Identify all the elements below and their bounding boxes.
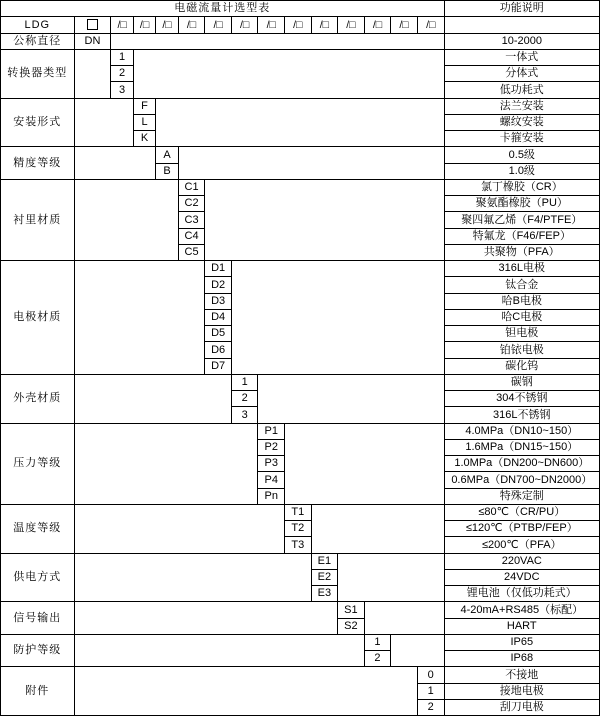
desc-pressure-2: 1.6MPa（DN15~150） [444, 439, 599, 455]
code-install-type-3: K [133, 131, 155, 147]
desc-pressure-3: 1.0MPa（DN200~DN600） [444, 456, 599, 472]
code-signal-1: S1 [338, 602, 365, 618]
spacer [74, 553, 311, 602]
category-converter-type: 转换器类型 [1, 49, 75, 98]
spacer [285, 423, 445, 504]
desc-power-2: 24VDC [444, 569, 599, 585]
table-header-row [1, 1, 600, 17]
desc-lining-5: 共聚物（PFA） [444, 244, 599, 260]
category-lining: 衬里材质 [1, 179, 75, 260]
category-nominal-diameter: 公称直径 [1, 33, 75, 49]
category-protection: 防护等级 [1, 634, 75, 667]
table-row-install-type-1 [1, 98, 600, 114]
desc-temperature-1: ≤80℃（CR/PU） [444, 504, 599, 520]
model-prefix: LDG [1, 17, 75, 33]
desc-lining-4: 特氟龙（F46/FEP） [444, 228, 599, 244]
model-slash-5: /□ [205, 17, 232, 33]
box-icon [87, 19, 98, 30]
model-slash-10: /□ [338, 17, 365, 33]
desc-accessory-3: 刮刀电极 [444, 699, 599, 715]
model-slash-11: /□ [364, 17, 391, 33]
category-install-type: 安装形式 [1, 98, 75, 147]
desc-power-3: 锂电池（仅低功耗式） [444, 586, 599, 602]
spacer [74, 667, 417, 716]
desc-accuracy-1: 0.5级 [444, 147, 599, 163]
model-slash-8: /□ [285, 17, 312, 33]
category-housing: 外壳材质 [1, 374, 75, 423]
spacer [156, 98, 444, 147]
code-accessory-1: 0 [417, 667, 444, 683]
desc-pressure-4: 0.6MPa（DN700~DN2000） [444, 472, 599, 488]
table-row-accessory-1 [1, 667, 600, 683]
model-desc [444, 17, 599, 33]
desc-install-type-3: 卡箍安装 [444, 131, 599, 147]
spacer [258, 374, 444, 423]
desc-converter-type-3: 低功耗式 [444, 82, 599, 98]
category-electrode: 电极材质 [1, 261, 75, 375]
model-box-0 [74, 17, 111, 33]
model-slash-3: /□ [156, 17, 178, 33]
code-electrode-7: D7 [205, 358, 232, 374]
code-install-type-1: F [133, 98, 155, 114]
code-install-type-2: L [133, 114, 155, 130]
table-row-power-1 [1, 553, 600, 569]
code-pressure-2: P2 [258, 439, 285, 455]
model-slash-1: /□ [111, 17, 133, 33]
desc-housing-2: 304不锈钢 [444, 391, 599, 407]
code-pressure-4: P4 [258, 472, 285, 488]
code-temperature-1: T1 [285, 504, 312, 520]
spacer [74, 634, 364, 667]
code-temperature-3: T3 [285, 537, 312, 553]
code-electrode-2: D2 [205, 277, 232, 293]
table-title: 电磁流量计选型表 [1, 1, 445, 17]
desc-lining-2: 聚氨酯橡胶（PU） [444, 196, 599, 212]
category-signal: 信号输出 [1, 602, 75, 635]
spacer [74, 374, 231, 423]
desc-electrode-7: 碳化钨 [444, 358, 599, 374]
code-signal-2: S2 [338, 618, 365, 634]
code-converter-type-1: 1 [111, 49, 133, 65]
code-pressure-3: P3 [258, 456, 285, 472]
code-dn: DN [74, 33, 111, 49]
model-slash-13: /□ [417, 17, 444, 33]
code-lining-3: C3 [178, 212, 205, 228]
desc-housing-1: 碳钢 [444, 374, 599, 390]
table-row-protection-1 [1, 634, 600, 650]
code-temperature-2: T2 [285, 521, 312, 537]
desc-electrode-1: 316L电极 [444, 261, 599, 277]
model-code-row [1, 17, 600, 33]
desc-protection-2: IP68 [444, 651, 599, 667]
desc-electrode-6: 铂铱电极 [444, 342, 599, 358]
code-electrode-6: D6 [205, 342, 232, 358]
code-accessory-3: 2 [417, 699, 444, 715]
spacer [74, 98, 133, 147]
model-slash-6: /□ [231, 17, 258, 33]
desc-accessory-1: 不接地 [444, 667, 599, 683]
category-power: 供电方式 [1, 553, 75, 602]
code-housing-1: 1 [231, 374, 258, 390]
code-electrode-4: D4 [205, 309, 232, 325]
desc-header: 功能说明 [444, 1, 599, 17]
spacer [74, 423, 258, 504]
desc-install-type-2: 螺纹安装 [444, 114, 599, 130]
desc-nominal-diameter: 10-2000 [444, 33, 599, 49]
code-converter-type-2: 2 [111, 66, 133, 82]
code-lining-2: C2 [178, 196, 205, 212]
code-electrode-3: D3 [205, 293, 232, 309]
spacer [111, 33, 444, 49]
code-pressure-5: Pn [258, 488, 285, 504]
table-row-pressure-1 [1, 423, 600, 439]
table-row-converter-type-1 [1, 49, 600, 65]
model-slash-4: /□ [178, 17, 205, 33]
code-protection-1: 1 [364, 634, 391, 650]
code-pressure-1: P1 [258, 423, 285, 439]
spacer [74, 179, 178, 260]
table-row-accuracy-1 [1, 147, 600, 163]
code-power-1: E1 [311, 553, 338, 569]
spacer [391, 634, 444, 667]
spacer [74, 49, 111, 98]
model-slash-7: /□ [258, 17, 285, 33]
category-accuracy: 精度等级 [1, 147, 75, 180]
desc-install-type-1: 法兰安装 [444, 98, 599, 114]
code-protection-2: 2 [364, 651, 391, 667]
table-row-electrode-1 [1, 261, 600, 277]
model-slash-9: /□ [311, 17, 338, 33]
code-lining-4: C4 [178, 228, 205, 244]
table-row-signal-1 [1, 602, 600, 618]
desc-pressure-5: 特殊定制 [444, 488, 599, 504]
code-accuracy-1: A [156, 147, 178, 163]
desc-temperature-2: ≤120℃（PTBP/FEP） [444, 521, 599, 537]
spacer [364, 602, 444, 635]
code-accuracy-2: B [156, 163, 178, 179]
desc-electrode-4: 哈C电极 [444, 309, 599, 325]
spacer [74, 261, 205, 375]
desc-pressure-1: 4.0MPa（DN10~150） [444, 423, 599, 439]
code-power-2: E2 [311, 569, 338, 585]
spacer [338, 553, 444, 602]
spacer [74, 504, 284, 553]
desc-temperature-3: ≤200℃（PFA） [444, 537, 599, 553]
desc-housing-3: 316L不锈钢 [444, 407, 599, 423]
desc-accessory-2: 接地电极 [444, 683, 599, 699]
table-row-temperature-1 [1, 504, 600, 520]
table-row-nominal-diameter [1, 33, 600, 49]
desc-power-1: 220VAC [444, 553, 599, 569]
desc-electrode-2: 钛合金 [444, 277, 599, 293]
spacer [311, 504, 444, 553]
model-slash-12: /□ [391, 17, 418, 33]
code-power-3: E3 [311, 586, 338, 602]
table-row-housing-1 [1, 374, 600, 390]
desc-lining-1: 氯丁橡胶（CR） [444, 179, 599, 195]
model-slash-2: /□ [133, 17, 155, 33]
category-accessory: 附件 [1, 667, 75, 716]
spacer [74, 147, 156, 180]
desc-converter-type-2: 分体式 [444, 66, 599, 82]
spacer [133, 49, 444, 98]
code-electrode-1: D1 [205, 261, 232, 277]
desc-protection-1: IP65 [444, 634, 599, 650]
code-housing-3: 3 [231, 407, 258, 423]
spacer [178, 147, 444, 180]
desc-accuracy-2: 1.0级 [444, 163, 599, 179]
table-row-lining-1 [1, 179, 600, 195]
category-pressure: 压力等级 [1, 423, 75, 504]
code-accessory-2: 1 [417, 683, 444, 699]
code-converter-type-3: 3 [111, 82, 133, 98]
code-lining-1: C1 [178, 179, 205, 195]
code-electrode-5: D5 [205, 326, 232, 342]
desc-signal-2: HART [444, 618, 599, 634]
spacer [74, 602, 338, 635]
spacer [231, 261, 444, 375]
desc-electrode-5: 钽电极 [444, 326, 599, 342]
desc-signal-1: 4-20mA+RS485（标配） [444, 602, 599, 618]
code-lining-5: C5 [178, 244, 205, 260]
spacer [205, 179, 444, 260]
code-housing-2: 2 [231, 391, 258, 407]
desc-lining-3: 聚四氟乙烯（F4/PTFE） [444, 212, 599, 228]
desc-electrode-3: 哈B电极 [444, 293, 599, 309]
category-temperature: 温度等级 [1, 504, 75, 553]
desc-converter-type-1: 一体式 [444, 49, 599, 65]
